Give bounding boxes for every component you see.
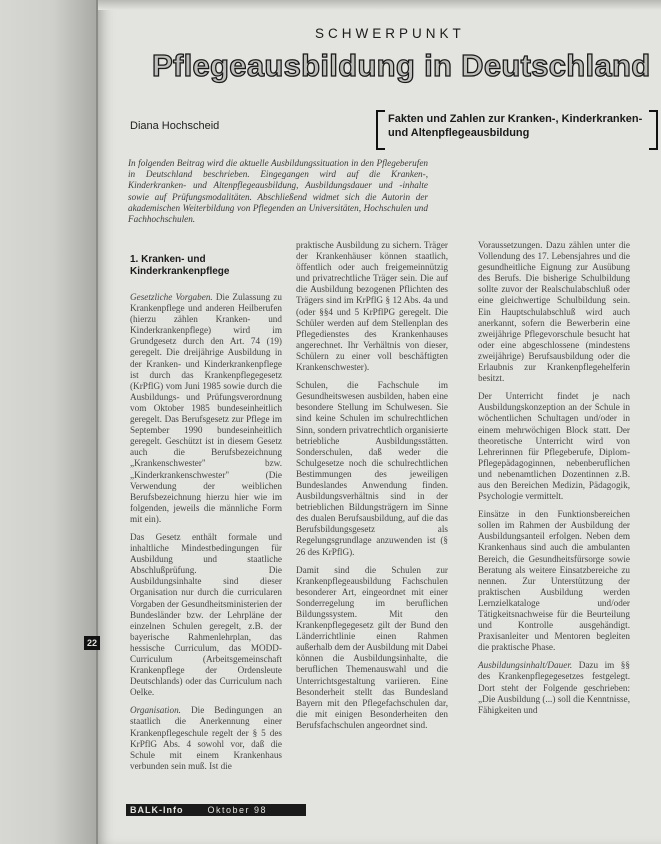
- subtitle-text: [388, 112, 642, 140]
- page-number: 22: [84, 636, 100, 650]
- subtitle-line-2: und Altenpflegeausbildung: [388, 127, 530, 139]
- text-column-3: [478, 240, 630, 723]
- article-lead: In folgenden Beitrag wird die aktuelle Ausbildungssituation in den Pflegeberufen in Deutschland beschrieben. Eingegangen wird auf die Kranken-, Kinderkranken- und Altenpflegeausbildung, Ausbildungsdauer und -inhalte sowie auf Prüfungsmodalitäten. Abschließend widmet sich die Autorin der akademischen Weiterbildung von Pflegenden an Universitäten, Hochschulen und Fachhochschulen.: [128, 158, 428, 225]
- footer-publication: BALK-Info: [130, 805, 184, 815]
- paragraph-body: Die Zulassung zu Krankenpflege und anderen Heilberufen (hierzu zählen Kranken- und Kinderkrankenpflege) wird im Grundgesetz durch den Art. 74 (19) geregelt. Die dreijährige Ausbildung in der Kranken- und Kinderkrankenpflege ist durch das Krankenpflegegesetz (KrPflG) vom Juni 1985 sowie durch die Ausbildungs- und Prüfungsverordnung vom Oktober 1985 bundeseinheitlich geregelt. Das Berufsgesetz zur Pflege im September 1990 bundeseinheitlich geregelt. Geschützt ist in diesem Gesetz auch die Berufsbezeichnung „Krankenschwester" bzw. „Kinderkrankenschwester" (Die Verwendung der weiblichen Berufsbezeichnung hierzu hier wie im folgenden, jeweils die männliche Form mit ein).: [130, 292, 282, 524]
- text-column-2: [296, 240, 448, 738]
- section-heading-line-2: Kinderkrankenpflege: [130, 266, 230, 277]
- article-subtitle: [376, 110, 646, 146]
- footer-date: Oktober 98: [207, 805, 268, 815]
- paragraph: Voraussetzungen. Dazu zählen unter die Vollendung des 17. Lebensjahres und die gesundheitliche Eignung zur Ausübung des Berufs. Die bisherige Schulbildung sollte zuvor der Realschulabschluß oder eine gleichwertige Schulbildung sein. Ein Hauptschulabschluß wird auch anerkannt, sofern die Bewerberin eine zweijährige Pflegevorschule besucht hat oder eine abgeschlossene (mindestens zweijährige) Berufsausbildung oder die Erlaubnis zur Krankenpflegehelferin besitzt.: [478, 240, 630, 384]
- paragraph: Der Unterricht findet je nach Ausbildungskonzeption an der Schule in wöchentlichen Schultagen und/oder in einem mehrwöchigen Block statt. Der theoretische Unterricht wird von Lehrerinnen für Pflegeberufe, Diplom-Pflegepädagoginnen, nebenberuflichen und nebenamtlichen Dozentinnen z.B. aus den Bereichen Medizin, Pädagogik, Psychologie vermittelt.: [478, 391, 630, 502]
- article-author: Diana Hochscheid: [130, 120, 220, 132]
- page-footer: [126, 804, 306, 816]
- section-kicker: SCHWERPUNKT: [315, 26, 465, 41]
- paragraph-term: Ausbildungsinhalt/Dauer.: [478, 660, 573, 671]
- paragraph: Schulen, die Fachschule im Gesundheitswesen ausbilden, haben eine besondere Stellung im Schulwesen. Sie sind keine Schulen im schulrechtlichen Sinn, sondern privatrechtlich organisierte betriebliche Ausbildungsstätten. Sonderschulen, daß weder die Schulgesetze noch die schulrechtlichen Bestimmungen des jeweiligen Bundeslandes Anwendung finden. Ausbildungsverhältnis sind in der betrieblichen Bildungsträgern im Sinne des dualen Berufsausbildung, auf die das Berufsbildungsgesetz als Regelungsgrundlage anzuwenden ist (§ 26 des KrPflG).: [296, 380, 448, 557]
- left-bracket: [376, 110, 385, 150]
- right-bracket: [649, 110, 658, 150]
- paragraph: praktische Ausbildung zu sichern. Träger der Krankenhäuser können staatlich, öffentlich oder auch freigemeinnützig und privatrechtliche Träger sein. Die auf die Ausbildung bezogenen Pflichten des Trägers sind im KrPflG § 12 Abs. 4a und (oder §§4 und 5 KrPflPG geregelt. Die Schüler werden auf dem Stellenplan des Pflegedienstes des Krankenhauses angerechnet. Ihr Verhältnis von dieser, Schülern zu einer voll beschäftigten Krankenschwester).: [296, 240, 448, 373]
- paragraph-body: Die Bedingungen an staatlich die Anerkennung einer Krankenpflegeschule regelt der § 5 des KrPflG Abs. 4 sowohl vor, daß die Schule mit einem Krankenhaus verbunden sein muß. Ist die: [130, 705, 282, 771]
- scan-background: [0, 0, 96, 844]
- paragraph-term: Organisation.: [130, 705, 181, 716]
- paragraph-body: Dazu im §§ des Krankenpflegegesetzes festgelegt. Dort steht der Folgende geschrieben: „Die Ausbildung (...) soll die Kenntnisse, Fähigkeiten und: [478, 660, 630, 715]
- paragraph: [478, 660, 630, 715]
- section-heading: [130, 254, 282, 278]
- article-title: Pflegeausbildung in Deutschland: [152, 48, 651, 83]
- document-page: [98, 0, 661, 844]
- paragraph: [130, 705, 282, 772]
- section-heading-line-1: 1. Kranken- und: [130, 254, 206, 265]
- text-column-1: [130, 254, 282, 779]
- paragraph: Einsätze in den Funktionsbereichen sollen im Rahmen der Ausbildung der Ausbildungsanteil erfolgen. Neben dem Krankenhaus sind auch die ambulanten Bereich, die Gesundheitsfürsorge sowie Beratung als weitere Einsatzbereiche zu nennen. Zur Unterstützung der praktischen Ausbildung werden Lernzielkataloge und/oder Tätigkeitsnachweise für die Beurteilung und Kontrolle ausgehändigt. Praxisanleiter und Mentoren begleiten die praktische Phase.: [478, 509, 630, 653]
- paragraph-term: Gesetzliche Vorgaben.: [130, 292, 213, 302]
- paragraph: Das Gesetz enthält formale und inhaltliche Mindestbedingungen für Ausbildung und staatliche Abschlußprüfung. Die Ausbildungsinhalte sind dieser Organisation nur durch die curricularen Vorgaben der Gesundheitsministerien der Bundesländer bzw. der Lehrpläne der einzelnen Schulen geregelt, z.B. der bayerische Rahmenlehrplan, das hessische Curriculum, das MODD-Curriculum (Arbeitsgemeinschaft Krankenpflege der Ordensleute Deutschlands) oder das Curriculum nach Oelke.: [130, 531, 282, 698]
- subtitle-line-1: Fakten und Zahlen zur Kranken-, Kinderkranken-: [388, 113, 643, 125]
- paragraph: [130, 292, 282, 525]
- paragraph: Damit sind die Schulen zur Krankenpflegeausbildung Fachschulen besonderer Art, eingeordnet mit einer Sonderregelung im beruflichen Bildungssystem. Mit den Krankenpflegegesetz gilt der Bund den Länderrichtlinie einen Rahmen außerhalb dem der Ausbildung mit Dabei können die Ausbildungsinhalte, die beruflichen Themenauswahl und die Unterrichtsgestaltung variieren. Eine Besonderheit stellt das Bundesland Bayern mit den Pflegefachschulen dar, die mit einigen Besonderheiten den Berufsfachschulen angeordnet sind.: [296, 564, 448, 730]
